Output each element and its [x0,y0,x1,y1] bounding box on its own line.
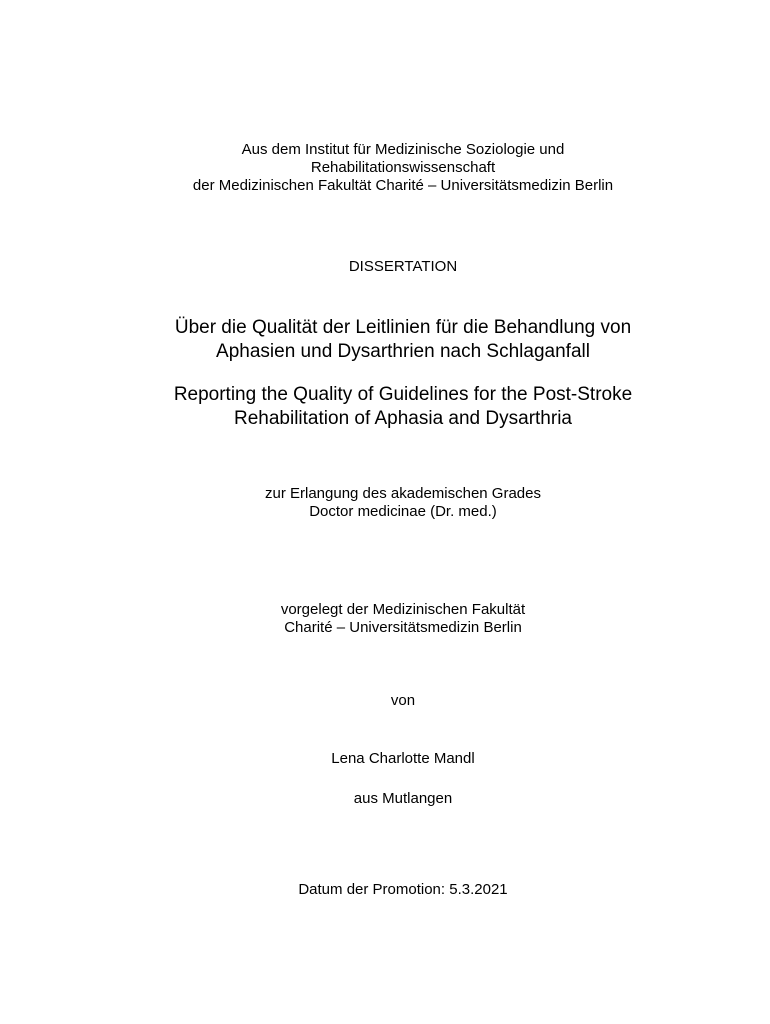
by-label-text: von [390,692,416,709]
title-german-line-2: Aphasien und Dysarthrien nach Schlaganfall [216,341,590,362]
title-english-line-1: Reporting the Quality of Guidelines for the Post-Stroke [173,384,633,405]
degree-line-1: zur Erlangung des akademischen Grades [265,485,541,502]
author-origin [0,790,770,808]
title-english-line-2: Rehabilitation of Aphasia and Dysarthria [234,408,572,429]
author-name-text: Lena Charlotte Mandl [331,750,475,767]
promotion-date [0,881,770,899]
institute-line-1: Aus dem Institut für Medizinische Soziologie und [241,141,565,158]
institute-heading [0,141,770,195]
submission-line-2: Charité – Universitätsmedizin Berlin [284,619,522,636]
document-type-label: DISSERTATION [348,258,458,275]
by-label [0,692,770,710]
degree-line-2: Doctor medicinae (Dr. med.) [309,503,497,520]
submission-line-1: vorgelegt der Medizinischen Fakultät [280,601,526,618]
author-name [0,750,770,768]
institute-line-2: Rehabilitationswissenschaft [310,159,496,176]
institute-line-3: der Medizinischen Fakultät Charité – Universitätsmedizin Berlin [192,177,614,194]
author-origin-text: aus Mutlangen [353,790,453,807]
promotion-date-text: Datum der Promotion: 5.3.2021 [298,881,508,898]
title-german-line-1: Über die Qualität der Leitlinien für die Behandlung von [174,317,632,338]
document-type [0,258,770,276]
title-german [0,316,770,364]
submission-statement [0,601,770,637]
degree-statement [0,485,770,521]
title-english [0,383,770,431]
